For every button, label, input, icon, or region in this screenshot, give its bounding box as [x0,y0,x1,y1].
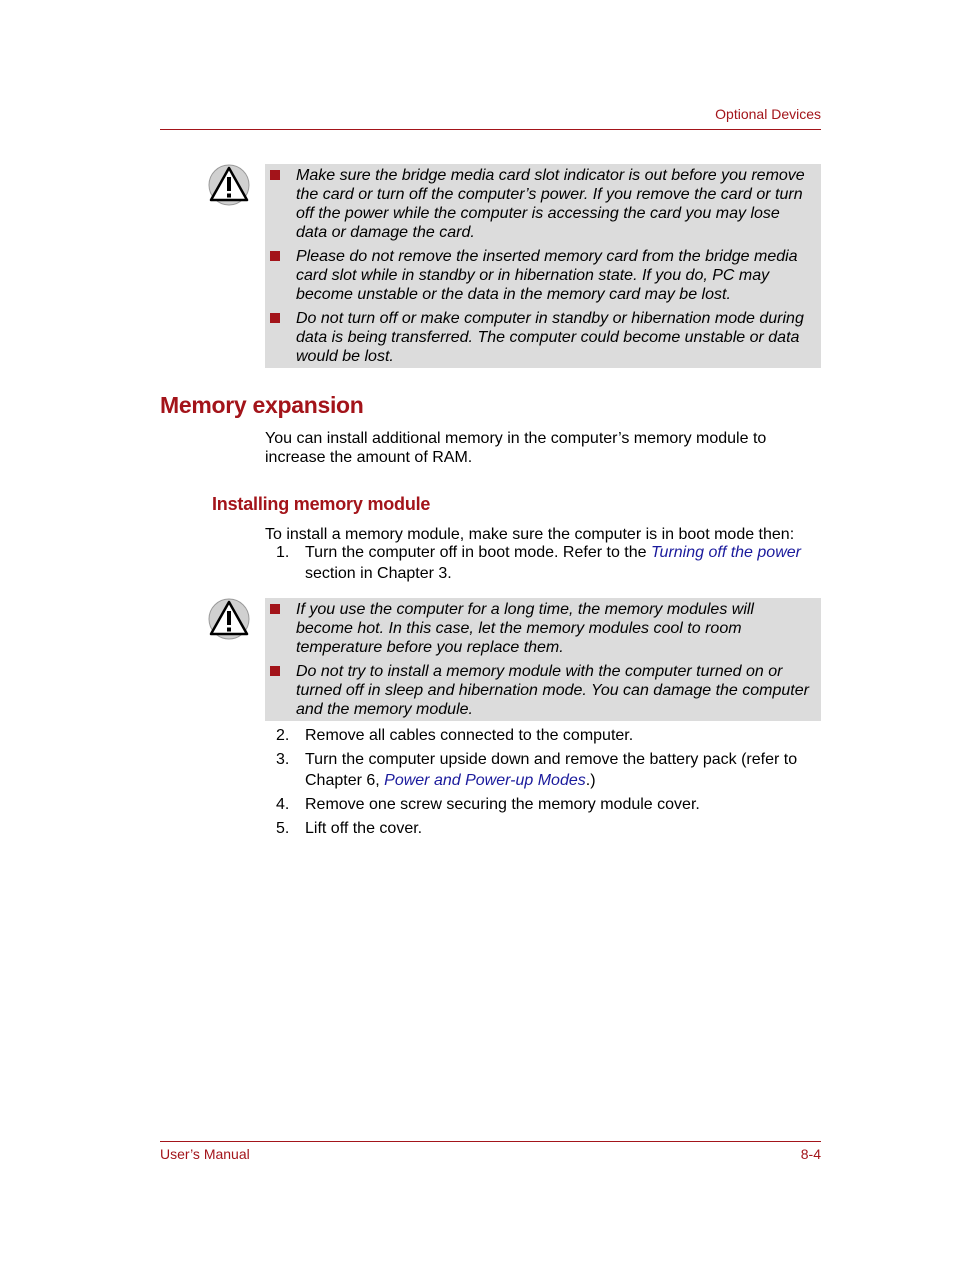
footer-rule [160,1141,821,1142]
step-item: 4. Remove one screw securing the memory module cover. [276,796,700,813]
step-item: 2. Remove all cables connected to the computer. [276,727,634,744]
caution-icon [208,164,250,206]
link-turning-off-power[interactable]: Turning off the power [650,544,801,561]
square-bullet-icon [270,170,280,180]
section-intro: You can install additional memory in the computer’s memory module to increase the amount of RAM. [265,430,767,466]
step-item: 5. Lift off the cover. [276,820,423,837]
step-number: 3. [276,751,290,768]
square-bullet-icon [270,313,280,323]
page-number: 8-4 [800,1146,821,1162]
footer-manual-title: User’s Manual [160,1146,250,1162]
step-number: 5. [276,820,290,837]
caution-box [265,598,821,721]
step-number: 4. [276,796,290,813]
link-power-modes[interactable]: Power and Power-up Modes [384,772,586,789]
square-bullet-icon [270,666,280,676]
step-item: 1. Turn the computer off in boot mode. Refer to the Turning off the power section in Chapter 3. [276,544,801,582]
subsection-intro: To install a memory module, make sure the computer is in boot mode then: [265,526,795,543]
step-number: 1. [276,544,290,561]
section-title: Memory expansion [160,392,364,418]
caution-item: Please do not remove the inserted memory card from the bridge media card slot while in standby or in hibernation state. If you do, PC may become unstable or the data in the memory card may be lost. [265,247,815,304]
step-item: 3. Turn the computer upside down and remove the battery pack (refer to Chapter 6, Power and Power-up Modes.) [276,751,798,789]
caution-item: Make sure the bridge media card slot indicator is out before you remove the card or turn off the computer’s power. If you remove the card or turn off the power while the computer is accessing the card you may lose data or damage the card. [265,166,815,242]
header-rule [160,129,821,130]
subsection-title: Installing memory module [212,494,431,514]
caution-icon [208,598,250,640]
caution-box [265,164,821,368]
caution-item: If you use the computer for a long time, the memory modules will become hot. In this case, let the memory modules cool to room temperature before you replace them. [265,600,815,657]
square-bullet-icon [270,604,280,614]
square-bullet-icon [270,251,280,261]
step-number: 2. [276,727,290,744]
caution-item: Do not try to install a memory module with the computer turned on or turned off in sleep and hibernation mode. You can damage the computer and the memory module. [265,662,815,719]
caution-item: Do not turn off or make computer in standby or hibernation mode during data is being transferred. The computer could become unstable or data would be lost. [265,309,815,366]
running-header: Optional Devices [715,106,821,122]
